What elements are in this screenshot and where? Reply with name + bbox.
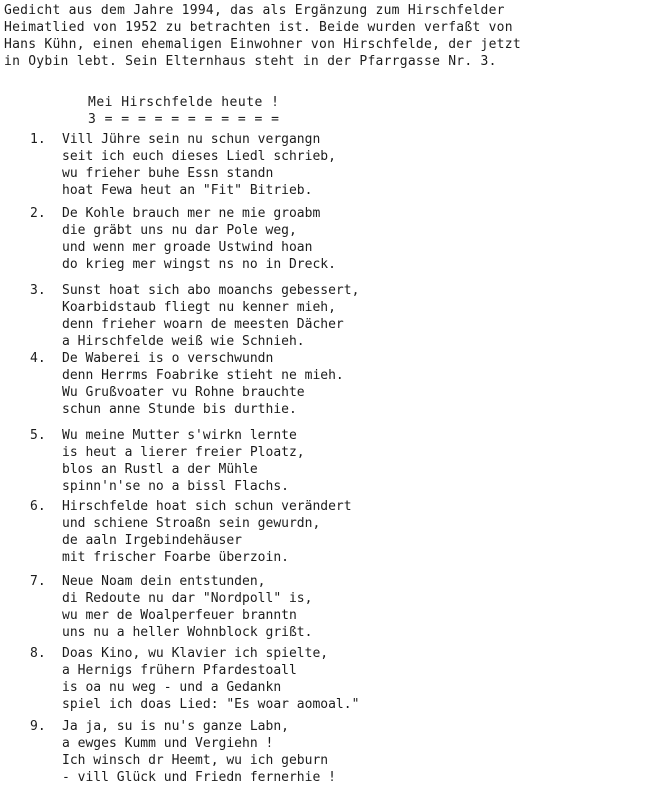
verse-line: schun anne Stunde bis durthie. [62,402,297,417]
intro-line: Hans Kühn, einen ehemaligen Einwohner von Hirschfelde, der jetzt [4,37,521,52]
verse-line: uns nu a heller Wohnblock grißt. [62,625,313,640]
verse-line: Koarbidstaub fliegt nu kenner mieh, [62,300,336,315]
verse-line: do krieg mer wingst ns no in Dreck. [62,257,336,272]
stanza-number: 3. [30,283,46,298]
stanza-number: 2. [30,206,46,221]
verse-line: blos an Rustl a der Mühle [62,462,258,477]
verse-line: Ja ja, su is nu's ganze Labn, [62,719,289,734]
verse-line: mit frischer Foarbe überzoin. [62,550,289,565]
verse-line: is oa nu weg - und a Gedankn [62,680,282,695]
poem-title: Mei Hirschfelde heute ! [88,95,280,110]
verse-line: di Redoute nu dar "Nordpoll" is, [62,591,313,606]
verse-line: a Hernigs frühern Pfardestoall [62,663,297,678]
verse-line: Hirschfelde hoat sich schun verändert [62,499,352,514]
verse-line: a Hirschfelde weiß wie Schnieh. [62,334,305,349]
verse-line: hoat Fewa heut an "Fit" Bitrieb. [62,183,313,198]
verse-line: die gräbt uns nu dar Pole weg, [62,223,297,238]
stanza-number: 8. [30,646,46,661]
verse-line: Wu Grußvoater vu Rohne brauchte [62,385,305,400]
verse-line: Wu meine Mutter s'wirkn lernte [62,428,297,443]
stanza-number: 9. [30,719,46,734]
stanza-number: 7. [30,574,46,589]
intro-line: in Oybin lebt. Sein Elternhaus steht in der Pfarrgasse Nr. 3. [4,54,497,69]
verse-line: und wenn mer groade Ustwind hoan [62,240,313,255]
verse-line: Vill Jühre sein nu schun vergangn [62,132,321,147]
verse-line: seit ich euch dieses Liedl schrieb, [62,149,336,164]
stanza-number: 6. [30,499,46,514]
intro-paragraph [4,2,668,70]
verse-line: Neue Noam dein entstunden, [62,574,266,589]
poem-title-block [88,94,280,128]
verse-line: is heut a lierer freier Ploatz, [62,445,305,460]
verse-line: De Waberei is o verschwundn [62,351,274,366]
verse-line: Ich winsch dr Heemt, wu ich geburn [62,753,329,768]
verse-line: wu frieher buhe Essn standn [62,166,274,181]
verse-line: und schiene Stroaßn sein gewurdn, [62,516,321,531]
verse-line: spinn'n'se no a bissl Flachs. [62,479,289,494]
stanza-number: 4. [30,351,46,366]
verse-line: wu mer de Woalperfeuer branntn [62,608,297,623]
intro-line: Heimatlied von 1952 zu betrachten ist. Beide wurden verfaßt von [4,20,513,35]
stanza-number: 1. [30,132,46,147]
verse-line: - vill Glück und Friedn fernerhie ! [62,770,336,785]
intro-line: Gedicht aus dem Jahre 1994, das als Ergänzung zum Hirschfelder [4,3,505,18]
verse-line: denn Herrms Foabrike stieht ne mieh. [62,368,344,383]
verse-line: Doas Kino, wu Klavier ich spielte, [62,646,329,661]
poem-title-underline: 3 = = = = = = = = = = = [88,112,280,127]
verse-line: spiel ich doas Lied: "Es woar aomoal." [62,697,360,712]
verse-line: De Kohle brauch mer ne mie groabm [62,206,321,221]
verse-line: Sunst hoat sich abo moanchs gebessert, [62,283,360,298]
stanza-number: 5. [30,428,46,443]
verse-line: denn frieher woarn de meesten Dächer [62,317,344,332]
verse-line: a ewges Kumm und Vergiehn ! [62,736,274,751]
verse-line: de aaln Irgebindehäuser [62,533,243,548]
